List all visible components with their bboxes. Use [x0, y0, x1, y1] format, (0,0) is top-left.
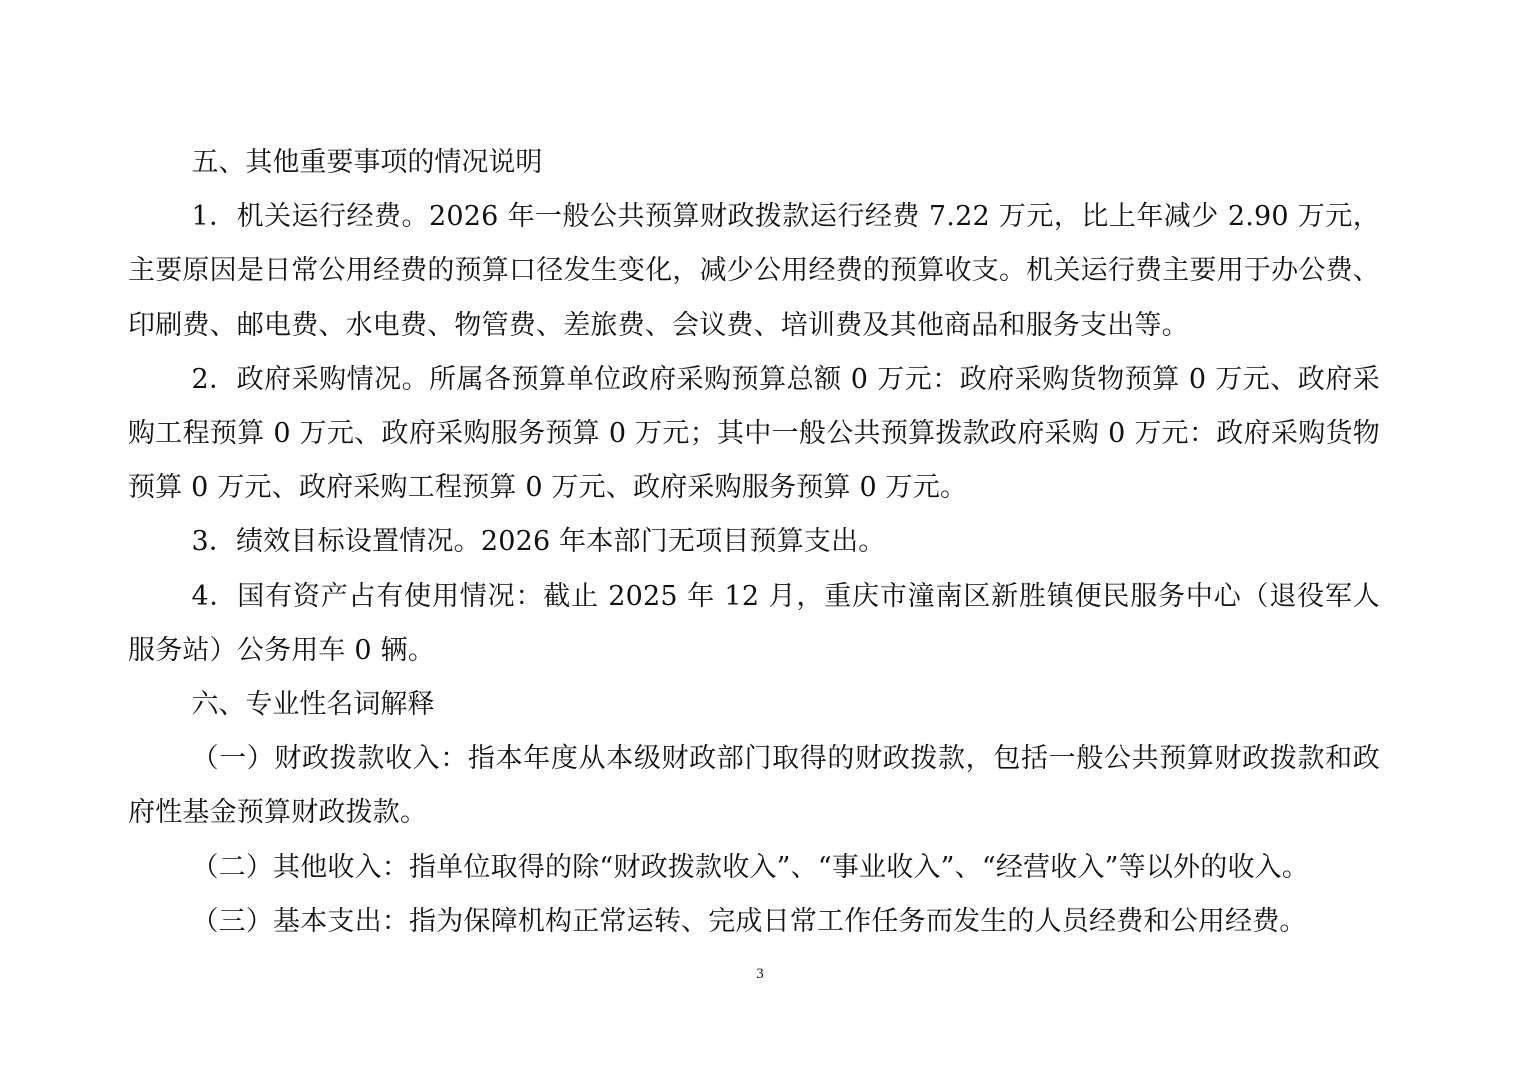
paragraph-performance-targets: 3．绩效目标设置情况。2026 年本部门无项目预算支出。 [191, 526, 886, 558]
paragraph-term-fiscal-allocation: （一）财政拨款收入：指本年度从本级财政部门取得的财政拨款，包括一般公共预算财政拨款和政府性基金预算财政拨款。 [128, 743, 1380, 829]
paragraph-operating-expenses: 1．机关运行经费。2026 年一般公共预算财政拨款运行经费 7.22 万元，比上年减少 2.90 万元，主要原因是日常公用经费的预算口径发生变化，减少公用经费的预算收支。机关运行费主要用于办公费、印刷费、邮电费、水电费、物管费、差旅费、会议费、培训费及其他商品和服务支出等。 [128, 201, 1380, 341]
section-heading-other-matters: 五、其他重要事项的情况说明 [191, 147, 543, 178]
section-heading-terms: 六、专业性名词解释 [191, 689, 435, 721]
paragraph-term-basic-expenditure: （三）基本支出：指为保障机构正常运转、完成日常工作任务而发生的人员经费和公用经费。 [191, 905, 1307, 937]
paragraph-government-procurement: 2．政府采购情况。所属各预算单位政府采购预算总额 0 万元：政府采购货物预算 0 万元、政府采购工程预算 0 万元、政府采购服务预算 0 万元；其中一般公共预算拨款政府采购 0 万元：政府采购货物预算 0 万元、政府采购工程预算 0 万元、政府采购服务预算 0 万元。 [128, 363, 1380, 504]
paragraph-term-other-income: （二）其他收入：指单位取得的除“财政拨款收入”、“事业收入”、“经营收入”等以外的收入。 [191, 851, 1310, 883]
document-page [128, 136, 1380, 949]
page-number: 3 [756, 966, 764, 982]
paragraph-state-assets: 4．国有资产占有使用情况：截止 2025 年 12 月，重庆市潼南区新胜镇便民服务中心（退役军人服务站）公务用车 0 辆。 [128, 580, 1380, 666]
